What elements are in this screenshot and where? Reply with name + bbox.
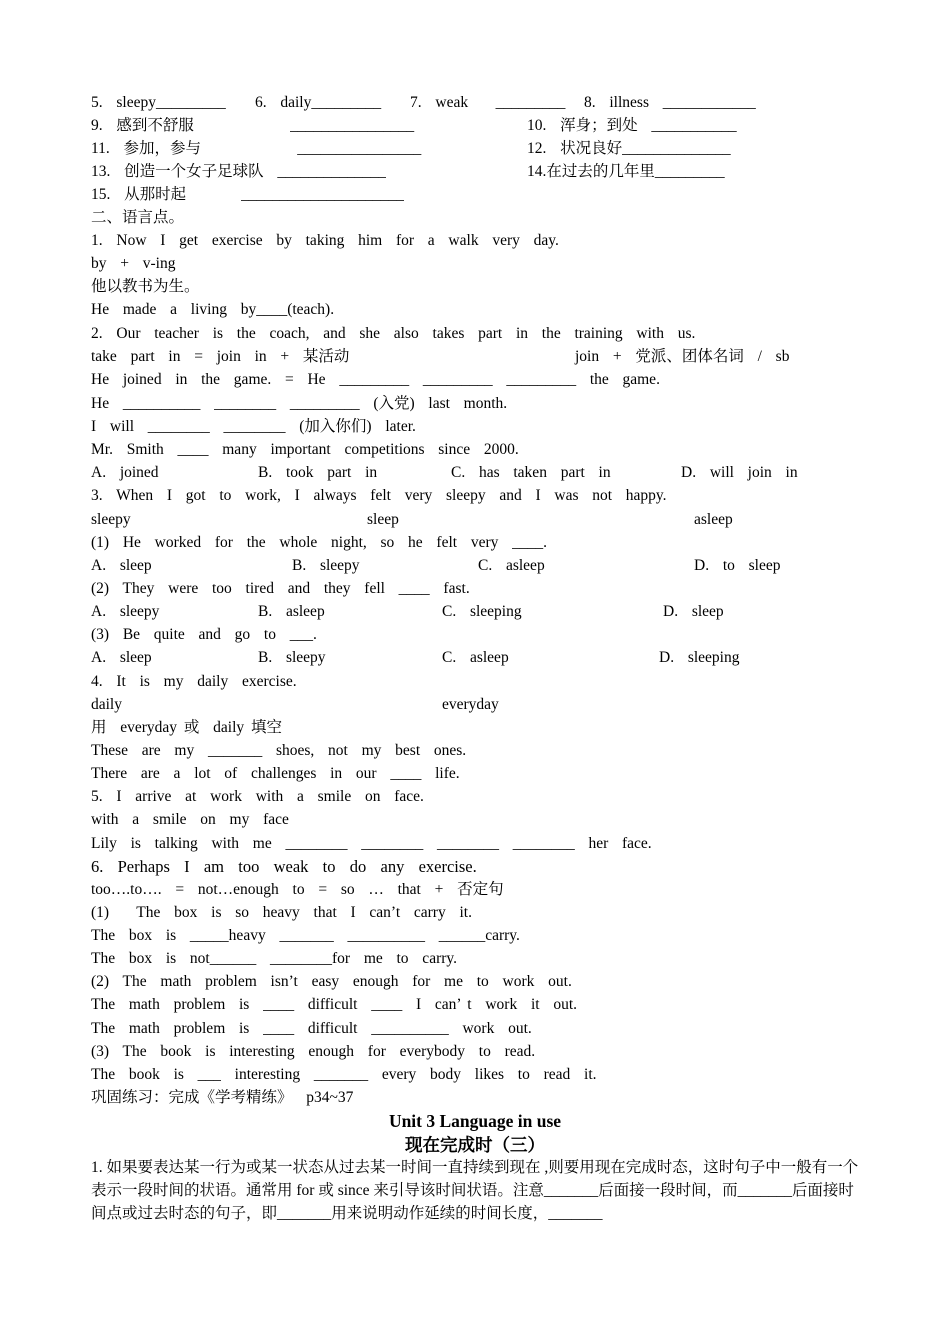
vocab-item-9: 9. 感到不舒服 ________________ <box>91 117 415 134</box>
point-1-cn: 他以教书为生。 <box>91 278 200 295</box>
option-d: D. will join in <box>681 464 798 481</box>
practice-note: 巩固练习：完成《学考精练》 p34~37 <box>91 1089 354 1106</box>
point-3-q3: (3) Be quite and go to ___. <box>91 626 317 643</box>
point-6-q2: (2) The math problem isn’t easy enough for me to work out. <box>91 973 572 990</box>
point-6-q1a: The box is _____heavy _______ __________ ______carry. <box>91 927 520 944</box>
option-d: D. sleeping <box>659 649 740 666</box>
word-sleepy: sleepy <box>91 511 131 528</box>
word-asleep: asleep <box>694 511 733 528</box>
point-4-instruction: 用 everyday 或 daily 填空 <box>91 719 283 736</box>
option-a: A. sleepy <box>91 603 160 620</box>
point-4-ex1: These are my _______ shoes, not my best ones. <box>91 742 467 759</box>
point-2-rule-left: take part in = join in + 某活动 <box>91 348 350 365</box>
option-a: A. joined <box>91 464 159 481</box>
point-2-ex4: Mr. Smith ____ many important competitions since 2000. <box>91 441 519 458</box>
option-d: D. to sleep <box>694 557 781 574</box>
point-4-ex2: There are a lot of challenges in our ____ life. <box>91 765 460 782</box>
point-5-sentence: 5. I arrive at work with a smile on face. <box>91 788 424 805</box>
option-b: B. asleep <box>258 603 325 620</box>
grammar-text: 1. 如果要表达某一行为或某一状态从过去某一时间一直持续到现在 ,则要用现在完成时态，这时句子中一般有一个表示一段时间的状语。通常用 for 或 since 来引导该时间状语。注意_______后面接一段时间，而_______后面接时间点或过去时态的句子，即_______用来说明动作延续的时间长度，_______ <box>91 1159 859 1222</box>
point-3-q2: (2) They were too tired and they fell ____ fast. <box>91 580 470 597</box>
option-c: C. sleeping <box>442 603 522 620</box>
point-2-ex2: He __________ ________ _________ (入党) last month. <box>91 395 508 412</box>
point-3-q1: (1) He worked for the whole night, so he felt very ____. <box>91 534 547 551</box>
point-6-q3: (3) The book is interesting enough for everybody to read. <box>91 1043 536 1060</box>
option-b: B. sleepy <box>292 557 360 574</box>
vocab-item-11: 11. 参加，参与 ________________ <box>91 140 422 157</box>
point-5-exercise: Lily is talking with me ________ ________ ________ ________ her face. <box>91 835 652 852</box>
point-6-q1b: The box is not______ ________for me to carry. <box>91 950 458 967</box>
option-d: D. sleep <box>663 603 724 620</box>
option-b: B. took part in <box>258 464 378 481</box>
point-2-rule-right: join + 党派、团体名词 / sb <box>575 348 790 365</box>
point-6-rule: too….to…. = not…enough to = so … that + 否定句 <box>91 881 504 898</box>
point-2-ex1: He joined in the game. = He _________ _________ _________ the game. <box>91 371 660 388</box>
point-6-sentence: 6. Perhaps I am too weak to do any exercise. <box>91 857 477 876</box>
point-4-sentence: 4. It is my daily exercise. <box>91 673 297 690</box>
option-c: C. has taken part in <box>451 464 611 481</box>
point-1-sentence: 1. Now I get exercise by taking him for a walk very day. <box>91 232 559 249</box>
option-a: A. sleep <box>91 649 152 666</box>
point-2-ex3: I will ________ ________ (加入你们) later. <box>91 418 416 435</box>
vocab-item-12: 12. 状况良好______________ <box>527 140 731 157</box>
point-5-rule: with a smile on my face <box>91 811 289 828</box>
option-c: C. asleep <box>442 649 509 666</box>
unit-title: Unit 3 Language in use <box>388 1111 562 1131</box>
option-a: A. sleep <box>91 557 152 574</box>
vocab-item-6: 6. daily_________ <box>255 94 382 111</box>
vocab-item-15: 15. 从那时起 _____________________ <box>91 186 404 203</box>
vocab-item-10: 10. 浑身；到处 ___________ <box>527 117 737 134</box>
option-c: C. asleep <box>478 557 545 574</box>
point-3-sentence: 3. When I got to work, I always felt very sleepy and I was not happy. <box>91 487 667 504</box>
vocab-item-5: 5. sleepy_________ <box>91 94 226 111</box>
vocab-item-8: 8. illness ____________ <box>584 94 756 111</box>
word-sleep: sleep <box>367 511 399 528</box>
point-6-q1: (1) The box is so heavy that I can’t carry it. <box>91 904 472 921</box>
point-6-q3a: The book is ___ interesting _______ every body likes to read it. <box>91 1066 597 1083</box>
word-everyday: everyday <box>442 696 499 713</box>
word-daily: daily <box>91 696 122 713</box>
vocab-item-7: 7. weak _________ <box>410 94 566 111</box>
section-title: 二、语言点。 <box>91 209 185 226</box>
point-6-q2b: The math problem is ____ difficult __________ work out. <box>91 1020 532 1037</box>
vocab-item-14: 14.在过去的几年里_________ <box>527 163 725 180</box>
point-6-q2a: The math problem is ____ difficult ____ I can’ t work it out. <box>91 996 577 1013</box>
point-1-exercise: He made a living by____(teach). <box>91 301 335 318</box>
option-b: B. sleepy <box>258 649 326 666</box>
point-2-sentence: 2. Our teacher is the coach, and she also takes part in the training with us. <box>91 325 696 342</box>
grammar-title: 现在完成时（三） <box>405 1135 545 1155</box>
point-1-rule: by + v-ing <box>91 255 176 272</box>
vocab-item-13: 13. 创造一个女子足球队 ______________ <box>91 163 386 180</box>
